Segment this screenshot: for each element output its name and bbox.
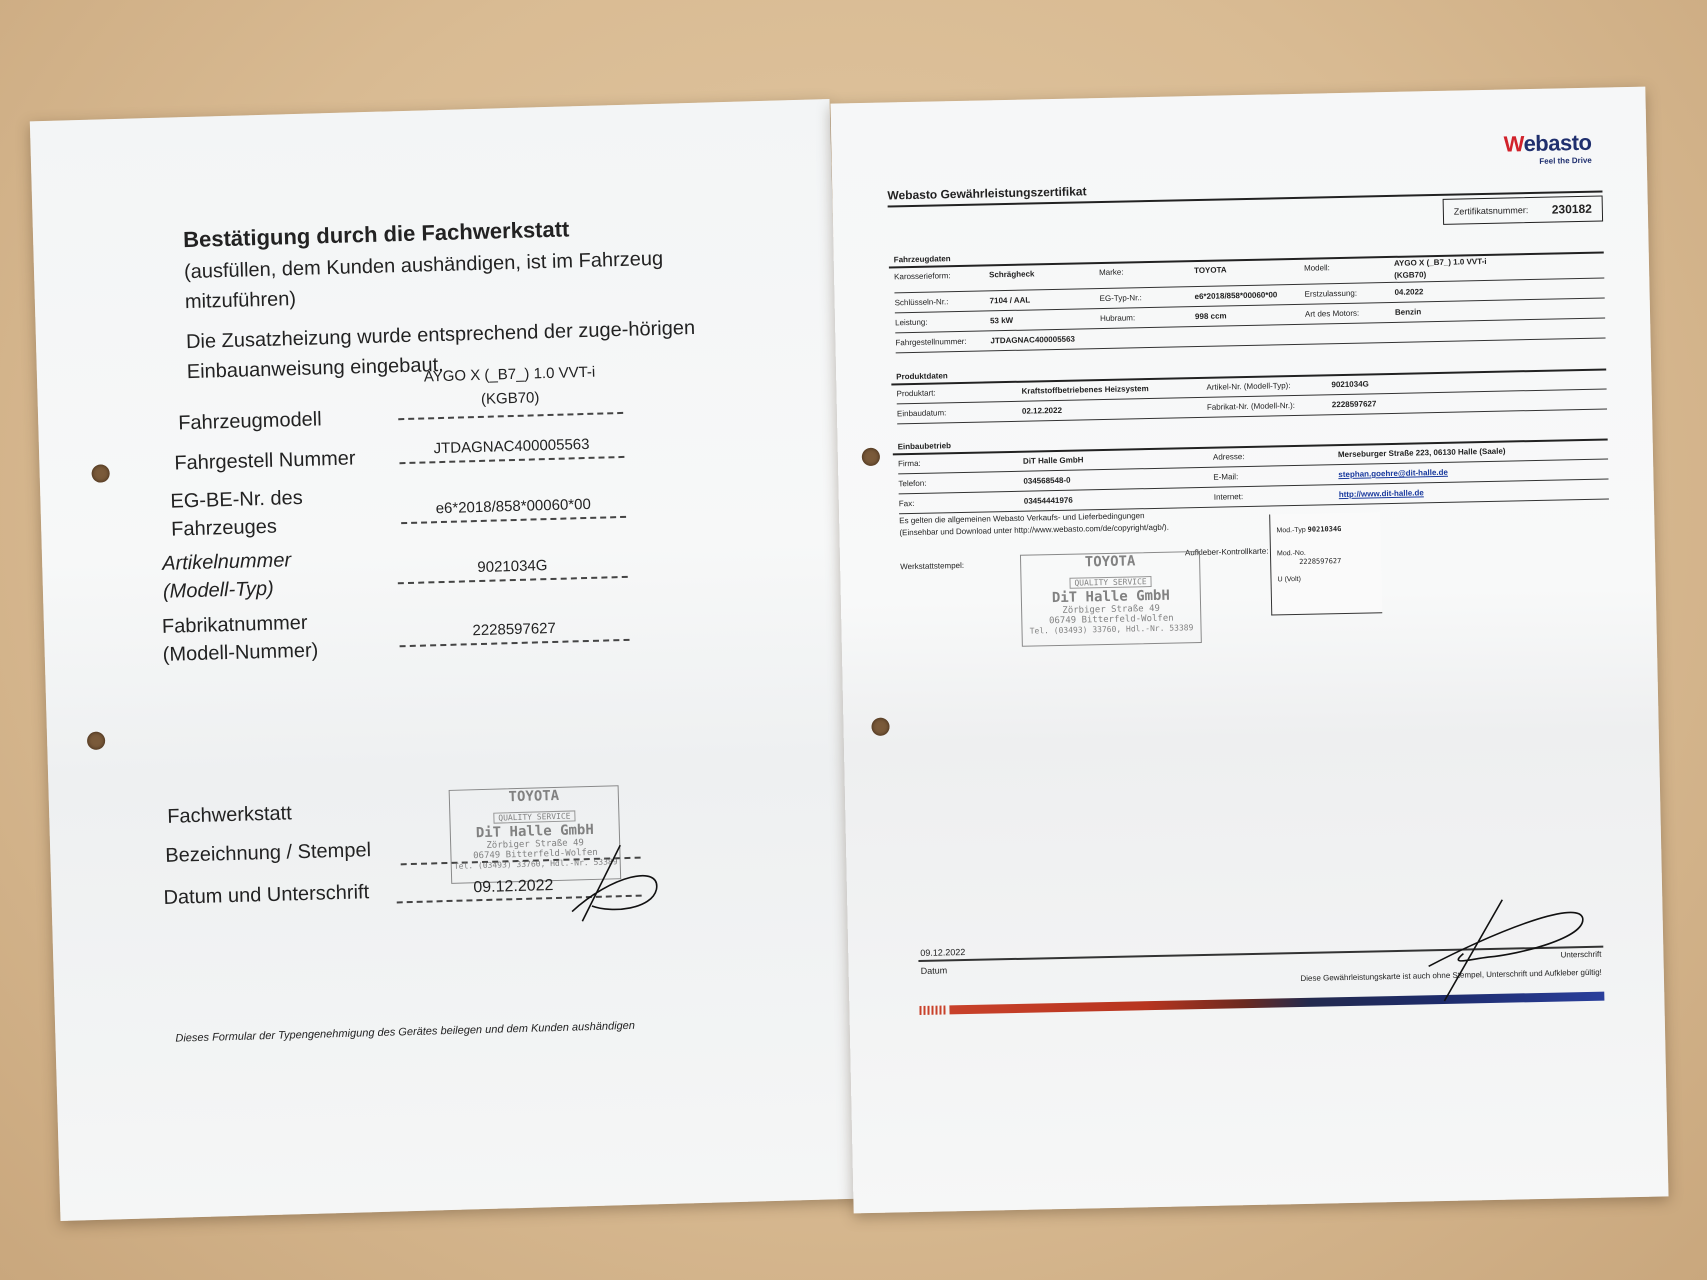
stamp-quality: QUALITY SERVICE — [493, 810, 576, 823]
row-label: Erstzulassung: — [1304, 288, 1358, 299]
sticker-mod-no-label: Mod.-No. — [1276, 549, 1306, 558]
stamp-city: 06749 Bitterfeld-Wolfen — [473, 847, 598, 862]
workshop-stamp — [1020, 551, 1202, 647]
row-label: Karosserieform: — [894, 271, 951, 282]
signature-label: Unterschrift — [1560, 949, 1602, 960]
row-value: Benzin — [1394, 307, 1422, 317]
section-installer: Einbaubetrieb — [897, 441, 952, 452]
webasto-warranty-certificate — [830, 87, 1668, 1214]
field-value-eg-be: e6*2018/858*00060*00 — [401, 495, 627, 524]
sticker-control-card — [1269, 512, 1382, 615]
validity-note: Diese Gewährleistungskarte ist auch ohne Stempel, Unterschrift und Aufkleber gültig! — [1300, 967, 1602, 984]
field-label-serial: Fabrikatnummer (Modell-Nummer) — [161, 611, 319, 666]
row-value: 03454441976 — [1023, 495, 1073, 506]
sheet-title: Bestätigung durch die Fachwerkstatt — [182, 216, 570, 253]
section-vehicle-data: Fahrzeugdaten — [893, 254, 951, 265]
form-footer-note: Dieses Formular der Typengenehmigung des Gerätes beilegen und dem Kunden aushändigen — [175, 1019, 636, 1045]
field-label-model: Fahrzeugmodell — [177, 408, 322, 435]
field-value-vin: JTDAGNAC400005563 — [399, 435, 625, 464]
website-link[interactable]: http://www.dit-halle.de — [1338, 488, 1424, 500]
row-value: 998 ccm — [1194, 311, 1227, 322]
field-label-vin: Fahrgestell Nummer — [174, 447, 356, 475]
section-product-data: Produktdaten — [896, 371, 948, 382]
sticker-card-label: Aufkleber-Kontrollkarte: — [1184, 546, 1269, 558]
webasto-logo — [1503, 130, 1592, 167]
field-value-serial: 2228597627 — [399, 618, 630, 647]
sticker-mod-no-value: 2228597627 — [1299, 557, 1342, 566]
sticker-mod-typ — [1276, 525, 1341, 534]
row-value: 04.2022 — [1394, 287, 1424, 297]
certificate-number-box — [1443, 196, 1604, 225]
email-link[interactable]: stephan.goehre@dit-halle.de — [1338, 467, 1449, 480]
signature-scribble — [1407, 893, 1589, 1007]
row-value: 9021034G — [1331, 379, 1369, 390]
workshop-stamp-label: Werkstattstempel: — [900, 560, 965, 572]
row-label: E-Mail: — [1213, 472, 1239, 482]
punch-hole — [862, 448, 880, 466]
stamp-phone: Tel. (03493) 33760, Hdl.-Nr. 53389 — [453, 857, 618, 871]
stamp-phone: Tel. (03493) 33760, Hdl.-Nr. 53389 — [1029, 623, 1194, 636]
punch-hole — [871, 718, 889, 736]
workshop-label: Fachwerkstatt — [166, 802, 293, 828]
mod-typ-value: 9021034G — [1307, 525, 1342, 534]
stamp-quality: QUALITY SERVICE — [1069, 576, 1151, 589]
row-value: DiT Halle GmbH — [1022, 455, 1084, 466]
row-label: Telefon: — [898, 478, 927, 489]
row-value: 034568548-0 — [1023, 475, 1071, 486]
row-label: Produktart: — [896, 388, 936, 399]
row-label: Fax: — [898, 498, 915, 509]
row-value: 2228597627 — [1331, 399, 1377, 410]
punch-hole — [87, 732, 105, 750]
stamp-company: DiT Halle GmbH — [475, 821, 595, 842]
field-label-article: Artikelnummer (Modell-Typ) — [161, 549, 292, 603]
stamp-street: Zörbiger Straße 49 — [1062, 603, 1160, 616]
row-label: Adresse: — [1212, 452, 1245, 462]
row-value: JTDAGNAC400005563 — [990, 334, 1076, 346]
terms-line-2: (Einsehbar und Download unter http://www.webasto.com/de/copyright/agb/). — [899, 522, 1169, 538]
row-label: Einbaudatum: — [896, 408, 947, 419]
row-value: TOYOTA — [1193, 265, 1227, 276]
certificate-title: Webasto Gewährleistungszertifikat — [887, 184, 1087, 203]
brand-stripe-marks — [919, 1005, 945, 1015]
row-value: Schrägheck — [988, 269, 1035, 280]
field-label-eg-be: EG-BE-Nr. des Fahrzeuges — [170, 486, 303, 541]
logo-tagline: Feel the Drive — [1539, 155, 1592, 166]
signature-date: 09.12.2022 — [920, 947, 966, 958]
row-value: 7104 / AAL — [989, 295, 1031, 306]
row-value: Merseburger Straße 223, 06130 Halle (Saale) — [1337, 446, 1506, 460]
row-label: Hubraum: — [1099, 313, 1136, 324]
installation-confirmation-sheet — [30, 99, 860, 1221]
date-signature-label: Datum und Unterschrift — [163, 881, 370, 909]
logo-letter: W — [1503, 131, 1524, 157]
date-label: Datum — [920, 965, 948, 976]
row-value: 02.12.2022 — [1021, 405, 1063, 416]
designation-stamp-label: Bezeichnung / Stempel — [165, 839, 372, 867]
row-label: Fabrikat-Nr. (Modell-Nr.): — [1206, 400, 1295, 412]
signature-date: 09.12.2022 — [473, 877, 554, 897]
row-label: Art des Motors: — [1304, 308, 1360, 319]
row-label: Marke: — [1098, 267, 1124, 278]
punch-hole — [91, 464, 109, 482]
row-value: AYGO X (_B7_) 1.0 VVT-i (KGB70) — [1393, 256, 1487, 280]
stamp-brand: TOYOTA — [1084, 553, 1136, 571]
stamp-company: DiT Halle GmbH — [1051, 587, 1171, 607]
row-label: Internet: — [1213, 492, 1244, 502]
stamp-brand: TOYOTA — [508, 787, 560, 806]
mod-typ-label: Mod.-Typ — [1276, 526, 1306, 535]
row-value: 53 kW — [989, 315, 1014, 326]
row-label: Fahrgestellnummer: — [895, 336, 967, 348]
row-label: Firma: — [897, 458, 921, 469]
stamp-street: Zörbiger Straße 49 — [486, 838, 585, 851]
stamp-city: 06749 Bitterfeld-Wolfen — [1048, 613, 1174, 627]
row-value: Kraftstoffbetriebenes Heizsystem — [1021, 384, 1149, 396]
field-value-article: 9021034G — [397, 555, 628, 584]
sheet-subtitle: (ausfüllen, dem Kunden aushändigen, ist im Fahrzeug mitzuführen) — [183, 247, 664, 314]
row-label: Leistung: — [894, 317, 928, 328]
cert-number-label: Zertifikatsnummer: — [1453, 205, 1529, 217]
row-value: e6*2018/858*00060*00 — [1194, 290, 1278, 302]
row-label: Artikel-Nr. (Modell-Typ): — [1206, 381, 1291, 392]
terms-note — [899, 510, 1169, 540]
field-value-model: AYGO X (_B7_) 1.0 VVT-i (KGB70) — [397, 360, 623, 420]
logo-text: ebasto — [1523, 129, 1592, 157]
cert-number: 230182 — [1551, 201, 1592, 217]
row-label: Schlüsseln-Nr.: — [894, 297, 949, 308]
row-label: EG-Typ-Nr.: — [1099, 293, 1142, 304]
terms-line-1: Es gelten die allgemeinen Webasto Verkaufs- und Lieferbedingungen — [899, 511, 1145, 526]
sticker-volt-label: U (Volt) — [1277, 575, 1301, 584]
row-label: Modell: — [1303, 263, 1330, 273]
installation-statement: Die Zusatzheizung wurde entsprechend der zuge-hörigen Einbauanweisung eingebaut. — [185, 316, 696, 384]
signature-scribble — [550, 834, 662, 927]
